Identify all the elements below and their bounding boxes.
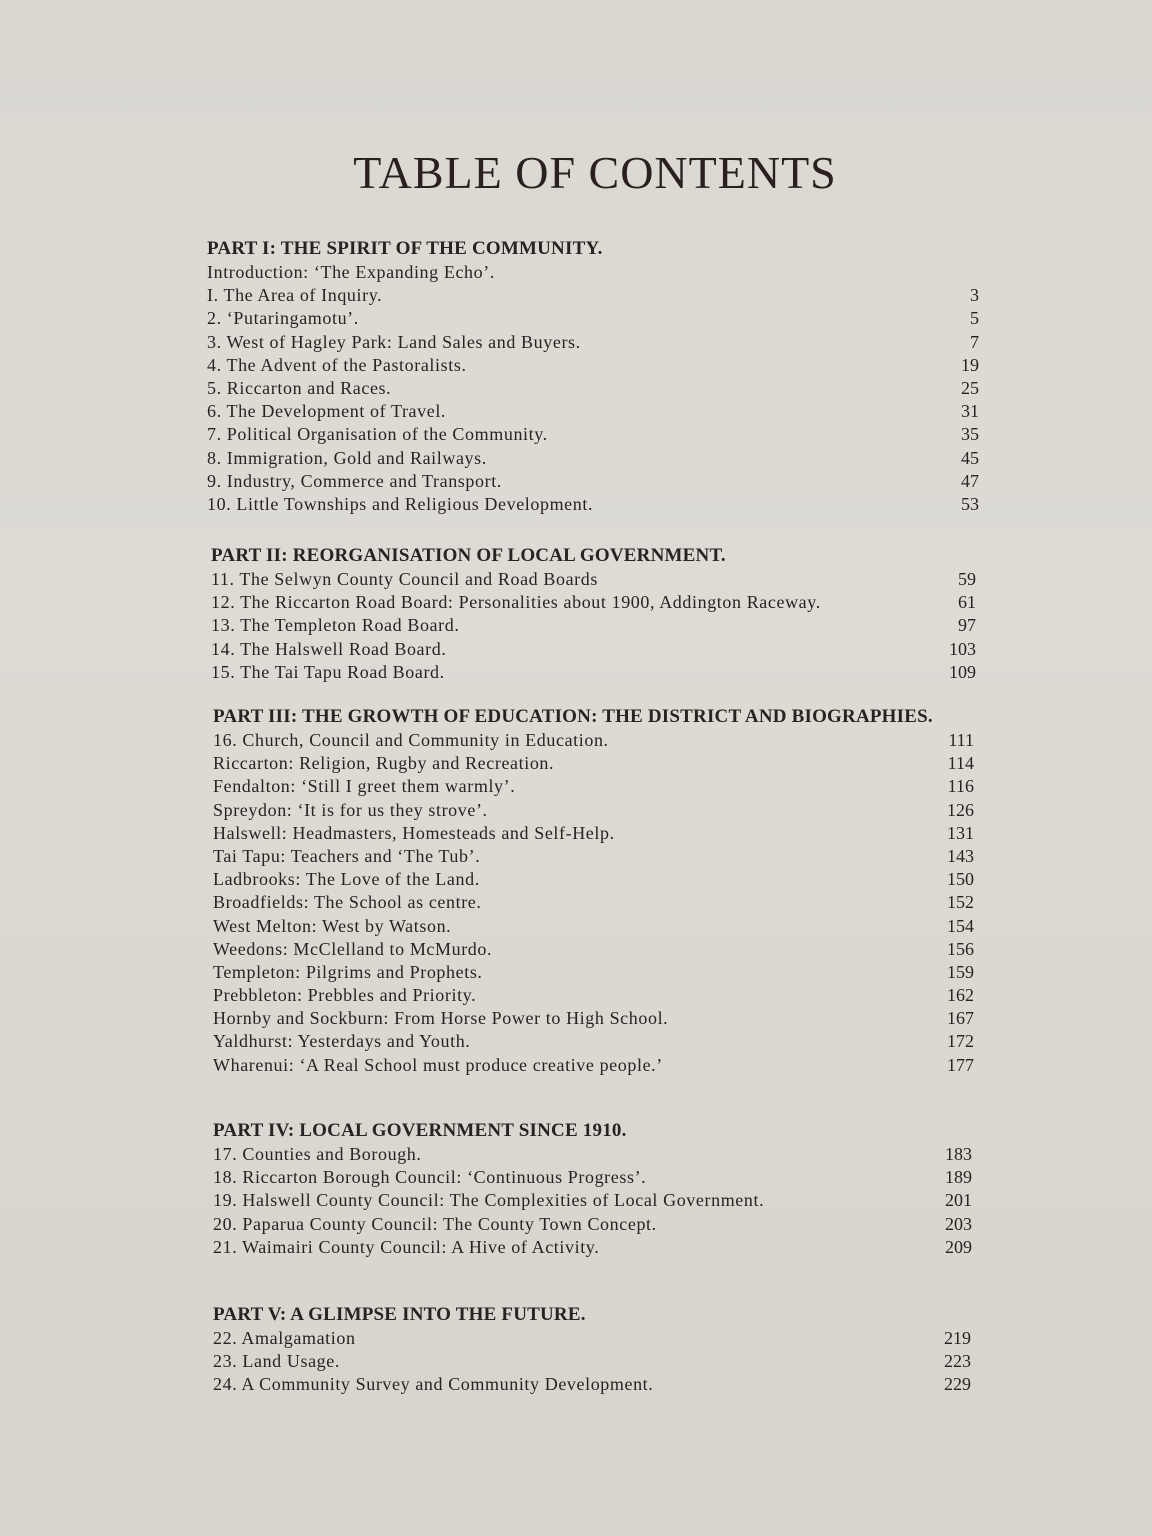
entry-title: 2. ‘Putaringamotu’. [207, 308, 359, 329]
entry-title: 22. Amalgamation [213, 1328, 356, 1348]
entry-title: 4. The Advent of the Pastoralists. [207, 354, 467, 375]
entry-page-number: 35 [961, 424, 979, 445]
entry-title: 8. Immigration, Gold and Railways. [207, 447, 487, 468]
entry-title: Templeton: Pilgrims and Prophets. [213, 961, 483, 982]
entry-title: 24. A Community Survey and Community Development. [213, 1374, 654, 1395]
toc-entry [207, 284, 979, 307]
entry-page-number: 183 [945, 1144, 972, 1164]
toc-entry [213, 1166, 972, 1189]
toc-entry [213, 1236, 972, 1259]
entry-page-number: 109 [949, 661, 976, 682]
entry-title: Yaldhurst: Yesterdays and Youth. [213, 1031, 471, 1052]
entry-title: 13. The Templeton Road Board. [211, 615, 460, 636]
entry-title: 12. The Riccarton Road Board: Personalities about 1900, Addington Raceway. [211, 592, 821, 613]
entry-title: 10. Little Townships and Religious Development. [207, 493, 594, 514]
entry-title: 23. Land Usage. [213, 1351, 340, 1372]
entry-title: I. The Area of Inquiry. [207, 285, 383, 306]
toc-entry [211, 591, 976, 614]
entry-page-number: 223 [944, 1351, 971, 1372]
entry-title: 5. Riccarton and Races. [207, 377, 392, 398]
entry-title: 3. West of Hagley Park: Land Sales and Buyers. [207, 331, 581, 352]
entry-page-number: 53 [961, 493, 979, 514]
entry-page-number: 143 [947, 845, 974, 866]
entry-title: Halswell: Headmasters, Homesteads and Self-Help. [213, 822, 615, 843]
toc-entry [213, 1030, 974, 1053]
toc-entry [213, 799, 974, 822]
entry-page-number: 111 [948, 730, 974, 750]
toc-entry [211, 614, 976, 637]
entry-page-number: 156 [947, 938, 974, 959]
toc-entry [207, 307, 979, 330]
entry-page-number: 3 [970, 285, 979, 306]
part-heading: PART V: A GLIMPSE INTO THE FUTURE. [213, 1304, 586, 1325]
entry-page-number: 45 [961, 447, 979, 468]
entry-title: 21. Waimairi County Council: A Hive of Activity. [213, 1236, 600, 1257]
part-heading: PART I: THE SPIRIT OF THE COMMUNITY. [207, 238, 603, 259]
toc-entry [213, 1054, 974, 1077]
entry-page-number: 219 [944, 1328, 971, 1348]
part-5-section [213, 1303, 971, 1397]
toc-entry [207, 447, 979, 470]
entry-title: Wharenui: ‘A Real School must produce creative people.’ [213, 1054, 663, 1075]
toc-entry [211, 568, 976, 591]
entry-title: 9. Industry, Commerce and Transport. [207, 470, 502, 491]
entry-title: 15. The Tai Tapu Road Board. [211, 661, 445, 682]
entry-title: 11. The Selwyn County Council and Road Boards [211, 569, 598, 589]
toc-entry [213, 752, 974, 775]
toc-entry [213, 1143, 972, 1166]
entry-page-number: 203 [945, 1213, 972, 1234]
entry-list [213, 729, 974, 1077]
toc-entry [207, 470, 979, 493]
toc-entry [207, 493, 979, 516]
entry-list [211, 568, 976, 684]
entry-page-number: 7 [970, 331, 979, 352]
toc-entry [213, 984, 974, 1007]
toc-entry [213, 961, 974, 984]
entry-page-number: 172 [947, 1031, 974, 1052]
entry-page-number: 116 [947, 776, 974, 797]
page-title: TABLE OF CONTENTS [353, 147, 837, 198]
toc-entry [207, 377, 979, 400]
entry-page-number: 152 [947, 892, 974, 913]
entry-page-number: 131 [947, 822, 974, 843]
toc-entry [213, 1007, 974, 1030]
part-2-section [211, 544, 976, 684]
entry-page-number: 154 [947, 915, 974, 936]
entry-title: 7. Political Organisation of the Community. [207, 424, 548, 445]
toc-entry [207, 400, 979, 423]
toc-entry [213, 1373, 971, 1396]
toc-entry [213, 891, 974, 914]
entry-page-number: 177 [947, 1054, 974, 1075]
entry-title: Fendalton: ‘Still I greet them warmly’. [213, 776, 516, 797]
toc-entry [213, 822, 974, 845]
entry-page-number: 61 [958, 592, 976, 613]
toc-entry [213, 1213, 972, 1236]
entry-list [213, 1143, 972, 1259]
entry-title: 19. Halswell County Council: The Complexities of Local Government. [213, 1190, 765, 1211]
entry-title: West Melton: West by Watson. [213, 915, 452, 936]
entry-page-number: 47 [961, 470, 979, 491]
entry-page-number: 31 [961, 401, 979, 422]
toc-entry [211, 638, 976, 661]
entry-list [213, 1327, 971, 1397]
entry-title: 6. The Development of Travel. [207, 401, 447, 422]
toc-entry [213, 1327, 971, 1350]
toc-entry [213, 845, 974, 868]
entry-title: Introduction: ‘The Expanding Echo’. [207, 262, 495, 282]
entry-page-number: 201 [945, 1190, 972, 1211]
entry-page-number: 167 [947, 1008, 974, 1029]
entry-page-number: 19 [961, 354, 979, 375]
toc-entry [207, 423, 979, 446]
entry-page-number: 103 [949, 638, 976, 659]
part-4-section [213, 1119, 972, 1259]
entry-title: Tai Tapu: Teachers and ‘The Tub’. [213, 845, 481, 866]
toc-entry [213, 938, 974, 961]
toc-entry [213, 1350, 971, 1373]
entry-page-number: 162 [947, 985, 974, 1006]
entry-page-number: 5 [970, 308, 979, 329]
toc-entry [213, 915, 974, 938]
entry-title: Prebbleton: Prebbles and Priority. [213, 985, 477, 1006]
entry-title: Weedons: McClelland to McMurdo. [213, 938, 493, 959]
entry-page-number: 126 [947, 799, 974, 820]
entry-page-number: 25 [961, 377, 979, 398]
entry-title: 16. Church, Council and Community in Education. [213, 730, 609, 750]
toc-entry [213, 729, 974, 752]
entry-page-number: 159 [947, 961, 974, 982]
entry-title: Riccarton: Religion, Rugby and Recreation. [213, 753, 555, 774]
entry-title: Hornby and Sockburn: From Horse Power to High School. [213, 1008, 669, 1029]
entry-page-number: 209 [945, 1236, 972, 1257]
part-heading: PART II: REORGANISATION OF LOCAL GOVERNMENT. [211, 545, 726, 566]
entry-title: 18. Riccarton Borough Council: ‘Continuous Progress’. [213, 1167, 647, 1188]
part-3-section [213, 705, 974, 1077]
entry-title: 17. Counties and Borough. [213, 1144, 422, 1164]
part-heading: PART III: THE GROWTH OF EDUCATION: THE DISTRICT AND BIOGRAPHIES. [213, 706, 933, 727]
toc-entry [207, 261, 979, 284]
entry-title: 14. The Halswell Road Board. [211, 638, 447, 659]
part-heading: PART IV: LOCAL GOVERNMENT SINCE 1910. [213, 1120, 627, 1141]
entry-page-number: 150 [947, 869, 974, 890]
entry-list [207, 261, 979, 516]
entry-title: Broadfields: The School as centre. [213, 892, 482, 913]
toc-entry [213, 775, 974, 798]
entry-title: Spreydon: ‘It is for us they strove’. [213, 799, 488, 820]
toc-entry [207, 354, 979, 377]
toc-entry [207, 331, 979, 354]
entry-title: Ladbrooks: The Love of the Land. [213, 869, 480, 890]
entry-title: 20. Paparua County Council: The County Town Concept. [213, 1213, 657, 1234]
toc-entry [211, 661, 976, 684]
entry-page-number: 97 [958, 615, 976, 636]
toc-entry [213, 1189, 972, 1212]
toc-entry [213, 868, 974, 891]
entry-page-number: 229 [944, 1374, 971, 1395]
part-1-section [207, 237, 979, 516]
entry-page-number: 114 [947, 753, 974, 774]
entry-page-number: 189 [945, 1167, 972, 1188]
entry-page-number: 59 [958, 569, 976, 589]
